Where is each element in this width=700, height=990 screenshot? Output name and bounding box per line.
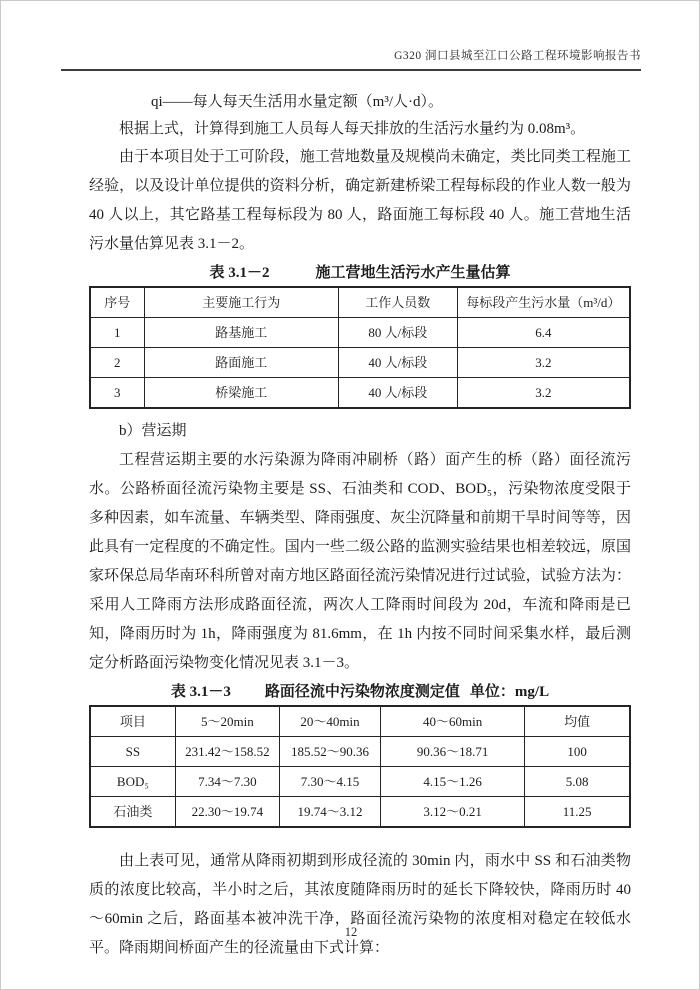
table-sewage-estimate: [89, 286, 631, 409]
table-3-1-2-label: 表 3.1－2: [209, 265, 270, 281]
section-heading-operation-period: b）营运期: [119, 423, 187, 439]
table-header-cell: 项目: [90, 706, 175, 737]
table-3-1-3-label: 表 3.1－3: [170, 684, 231, 700]
table-header-cell: 序号: [90, 287, 144, 318]
table-3-1-3-unit: 单位：mg/L: [469, 684, 550, 700]
table-cell: 185.52～90.36: [280, 737, 381, 767]
table-header-cell: 5～20min: [175, 706, 279, 737]
table-cell: 3.2: [457, 348, 630, 378]
table-row: [90, 378, 630, 409]
table-cell: 231.42～158.52: [175, 737, 279, 767]
table-cell: 90.36～18.71: [381, 737, 525, 767]
table-cell: 桥梁施工: [144, 378, 338, 409]
table-cell: 3.12～0.21: [381, 797, 525, 828]
table-cell: 2: [90, 348, 144, 378]
formula-term-definition: qi——每人每天生活用水量定额（m³/人·d）。: [151, 94, 443, 110]
page-content: [89, 89, 631, 963]
table-row: [90, 737, 630, 767]
table-cell: 11.25: [525, 797, 630, 828]
table-cell: 石油类: [90, 797, 175, 828]
table-header-row: [90, 706, 630, 737]
table-cell: 1: [90, 318, 144, 348]
table-cell: 3: [90, 378, 144, 409]
table-cell: SS: [90, 737, 175, 767]
table-cell: 80 人/标段: [338, 318, 457, 348]
paragraph-camp-estimate: 由于本项目处于工可阶段，施工营地数量及规模尚未确定，类比同类工程施工经验，以及设计单位提供的资料分析，确定新建桥梁工程每标段的作业人数一般为 40 人以上，其它路基工程每标段为 80 人，路面施工每标段 40 人。施工营地生活污水量估算见表 3.1－2。: [89, 149, 631, 252]
table-header-cell: 工作人员数: [338, 287, 457, 318]
running-header: G320 洞口县城至江口公路工程环境影响报告书: [394, 50, 641, 62]
table-row: [90, 767, 630, 797]
table-3-1-3-title: 路面径流中污染物浓度测定值: [264, 684, 460, 700]
table-header-row: [90, 287, 630, 318]
table-cell: 22.30～19.74: [175, 797, 279, 828]
table-3-1-2-title: 施工营地生活污水产生量估算: [315, 265, 511, 281]
table-header-cell: 每标段产生污水量（m³/d）: [457, 287, 630, 318]
table-3-1-3-caption: [89, 679, 631, 705]
table-cell: 40 人/标段: [338, 348, 457, 378]
table-header-cell: 20～40min: [280, 706, 381, 737]
table-cell: 19.74～3.12: [280, 797, 381, 828]
header-rule: [61, 69, 641, 71]
paragraph-runoff-conclusion: 由上表可见，通常从降雨初期到形成径流的 30min 内，雨水中 SS 和石油类物质的浓度比较高，半小时之后，其浓度随降雨历时的延长下降较快，降雨历时 40～60min 之后，路面基本被冲洗干净，路面径流污染物的浓度相对稳定在较低水平。降雨期间桥面产生的径流量由下式计算：: [89, 853, 631, 956]
table-cell: 路面施工: [144, 348, 338, 378]
paragraph-sewage-per-person: 根据上式，计算得到施工人员每人每天排放的生活污水量约为 0.08m³。: [119, 121, 586, 137]
page-number: 12: [344, 925, 358, 939]
table-row: [90, 318, 630, 348]
table-cell: 7.34～7.30: [175, 767, 279, 797]
table-header-cell: 均值: [525, 706, 630, 737]
table-runoff-concentration: [89, 705, 631, 828]
table-cell: 7.30～4.15: [280, 767, 381, 797]
table-cell: 3.2: [457, 378, 630, 409]
table-cell: 6.4: [457, 318, 630, 348]
table-cell: 40 人/标段: [338, 378, 457, 409]
table-cell: BOD₅: [90, 767, 175, 797]
table-header-cell: 主要施工行为: [144, 287, 338, 318]
table-3-1-2-caption: [89, 260, 631, 286]
paragraph-runoff-pollution: 工程营运期主要的水污染源为降雨冲刷桥（路）面产生的桥（路）面径流污水。公路桥面径流污染物主要是 SS、石油类和 COD、BOD₅，污染物浓度受限于多种因素，如车流量、车辆类型、降雨强度、灰尘沉降量和前期干旱时间等等，因此具有一定程度的不确定性。国内一些二级公路的监测实验结果也相差较远，原国家环保总局华南环科所曾对南方地区路面径流污染情况进行过试验，试验方法为：采用人工降雨方法形成路面径流，两次人工降雨时间段为 20d，车流和降雨是已知，降雨历时为 1h，降雨强度为 81.6mm，在 1h 内按不同时间采集水样，最后测定分析路面污染物变化情况见表 3.1－3。: [89, 452, 631, 671]
table-row: [90, 797, 630, 828]
table-cell: 5.08: [525, 767, 630, 797]
table-cell: 100: [525, 737, 630, 767]
table-header-cell: 40～60min: [381, 706, 525, 737]
table-cell: 路基施工: [144, 318, 338, 348]
table-row: [90, 348, 630, 378]
table-cell: 4.15～1.26: [381, 767, 525, 797]
